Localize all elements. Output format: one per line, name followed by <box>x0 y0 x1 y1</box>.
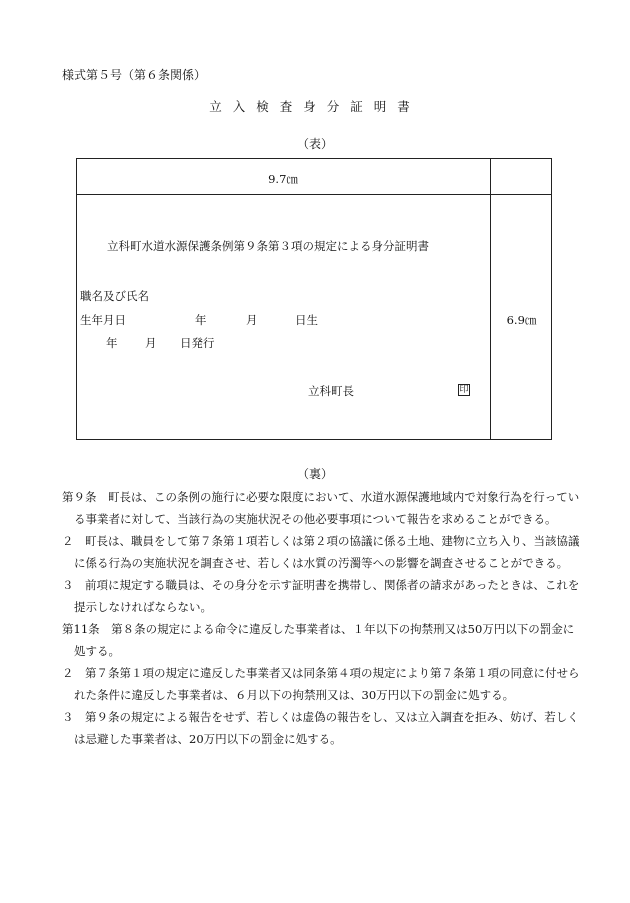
provision-paragraph: ２ 町長は、職員をして第７条第１項若しくは第２項の協議に係る土地、建物に立ち入り、当該協議に係る行為の実施状況を調査させ、若しくは水質の汚濁等への影響を調査させることができる。 <box>62 534 580 570</box>
back-side-label: （裏） <box>296 467 333 481</box>
seal-mark: 印 <box>459 385 469 395</box>
front-side-label: （表） <box>296 137 333 151</box>
issue-day-label: 日発行 <box>180 336 215 350</box>
birth-date-label: 生年月日 <box>80 313 126 327</box>
form-number: 様式第５号（第６条関係） <box>62 68 207 82</box>
provision-paragraph: ３ 第９条の規定による報告をせず、若しくは虚偽の報告をし、又は立入調査を拒み、妨げ、若しくは忌避した事業者は、20万円以下の罰金に処する。 <box>62 710 579 746</box>
birth-year-label: 年 <box>195 313 207 327</box>
issuer-title: 立科町長 <box>308 384 354 398</box>
provision-paragraph: ３ 前項に規定する職員は、その身分を示す証明書を携帯し、関係者の請求があったときは、これを提示しなければならない。 <box>62 578 580 614</box>
name-label: 職名及び氏名 <box>80 289 149 303</box>
card-width-label: 9.7㎝ <box>268 172 298 186</box>
card-divider-horizontal <box>76 194 552 195</box>
provisions-text <box>62 486 582 750</box>
document-title: 立入検査身分証明書 <box>209 99 421 114</box>
provision-paragraph: 第９条 町長は、この条例の施行に必要な限度において、水道水源保護地域内で対象行為を行っている事業者に対して、当該行為の実施状況その他必要事項について報告を求めることができる。 <box>62 490 580 526</box>
issue-year-label: 年 <box>106 336 118 350</box>
card-height-label: 6.9㎝ <box>506 313 537 327</box>
provision-paragraph: 第11条 第８条の規定による命令に違反した事業者は、１年以下の拘禁刑又は50万円以下の罰金に処する。 <box>62 622 575 658</box>
issue-month-label: 月 <box>145 336 157 350</box>
birth-day-label: 日生 <box>295 313 318 327</box>
birth-month-label: 月 <box>246 313 258 327</box>
card-divider-vertical <box>490 158 491 440</box>
card-heading: 立科町水道水源保護条例第９条第３項の規定による身分証明書 <box>107 239 429 253</box>
provision-paragraph: ２ 第７条第１項の規定に違反した事業者又は同条第４項の規定により第７条第１項の同意に付せられた条件に違反した事業者は、６月以下の拘禁刑又は、30万円以下の罰金に処する。 <box>62 666 580 702</box>
